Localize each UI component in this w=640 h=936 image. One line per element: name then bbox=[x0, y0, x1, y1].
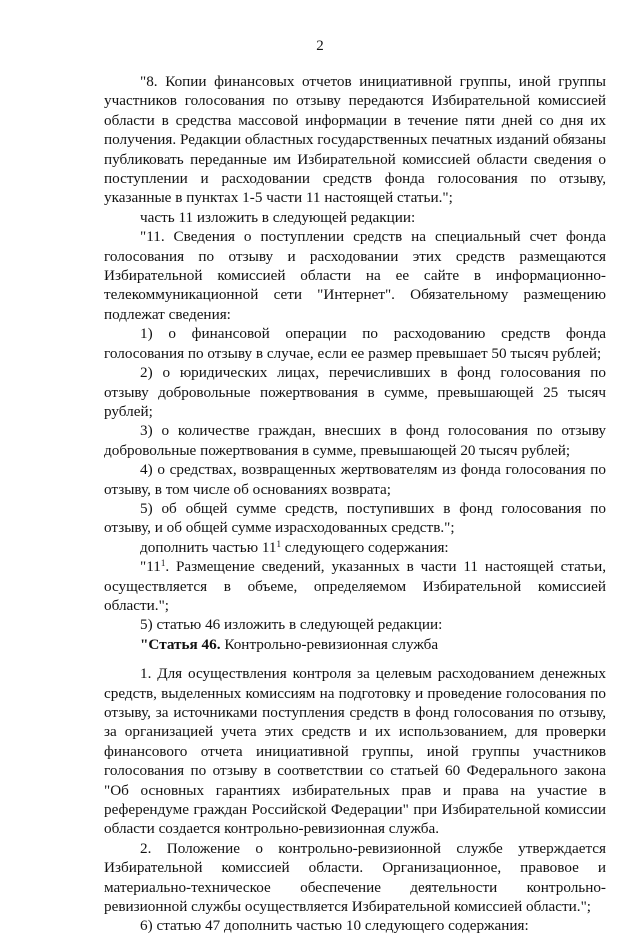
paragraph-article-46-part-2: 2. Положение о контрольно-ревизионной службе утверждается Избирательной комиссией области. Организационное, правовое и материально-техническое обеспечение деятельности контрольно-ревизионной службы осуществляется Избирательной комиссией области."; bbox=[104, 839, 606, 916]
page-number: 2 bbox=[316, 38, 324, 54]
paragraph-item-5: 5) об общей сумме средств, поступивших в фонд голосования по отзыву, и об общей сумме израсходованных средств."; bbox=[104, 499, 606, 537]
article-46-title: Контрольно-ревизионная служба bbox=[220, 635, 439, 653]
paragraph-instruction-article-46: 5) статью 46 изложить в следующей редакции: bbox=[140, 616, 443, 634]
paragraph-item-1: 1) о финансовой операции по расходованию средств фонда голосования по отзыву в случае, если ее размер превышает 50 тысяч рублей; bbox=[104, 325, 606, 362]
paragraph-item-4: 4) о средствах, возвращенных жертвователям из фонда голосования по отзыву, в том числе об основаниях возврата; bbox=[104, 461, 606, 498]
paragraph-part-11: "11. Сведения о поступлении средств на специальный счет фонда голосования по отзыву и расходовании этих средств размещаются Избирательной комиссией области на ее сайте в информационно-телекоммуникационной сети "Интернет". Обязательному размещению подлежат сведения: bbox=[104, 228, 606, 323]
paragraph-part-11-1: "$11^1$. Размещение сведений, указанных в части 11 настоящей статьи, осуществляется в объеме, определяемом Избирательной комиссией области."; bbox=[104, 558, 606, 614]
document-body bbox=[104, 72, 606, 936]
paragraph-instruction-part-11: часть 11 изложить в следующей редакции: bbox=[140, 208, 416, 226]
article-46-heading bbox=[104, 635, 606, 654]
paragraph-article-46-part-1: 1. Для осуществления контроля за целевым расходованием денежных средств, выделенных комиссиям на подготовку и проведение голосования по отзыву, за источниками поступления средств в фонд голосования по отзыву, за организацией учета этих средств и их использованием, для проверки финансового отчета инициативной группы, иной группы участников голосования по отзыву в соответствии со статьей 60 Федерального закона "Об основных гарантиях избирательных прав и права на участие в референдуме граждан Российской Федерации" при Избирательной комиссии области создается контрольно-ревизионная служба. bbox=[104, 665, 606, 838]
paragraph-instruction-part-11-1: дополнить частью $11^1$ следующего содержания: bbox=[140, 538, 449, 556]
paragraph-item-2: 2) о юридических лицах, перечисливших в фонд голосования по отзыву добровольные пожертвования в сумме, превышающей 25 тысяч рублей; bbox=[104, 364, 606, 420]
article-46-number: "Статья 46. bbox=[140, 635, 221, 653]
paragraph-item-3: 3) о количестве граждан, внесших в фонд голосования по отзыву добровольные пожертвования в сумме, превышающей 20 тысяч рублей; bbox=[104, 422, 606, 459]
paragraph-instruction-article-47: 6) статью 47 дополнить частью 10 следующего содержания: bbox=[140, 917, 529, 935]
paragraph-part-8: "8. Копии финансовых отчетов инициативной группы, иной группы участников голосования по отзыву передаются Избирательной комиссией области в средства массовой информации в течение пяти дней со дня их получения. Редакции областных государственных печатных изданий обязаны публиковать переданные им Избирательной комиссией области сведения о поступлении и расходовании средств фонда голосования по отзыву, указанные в пунктах 1-5 части 11 настоящей статьи."; bbox=[104, 73, 606, 207]
